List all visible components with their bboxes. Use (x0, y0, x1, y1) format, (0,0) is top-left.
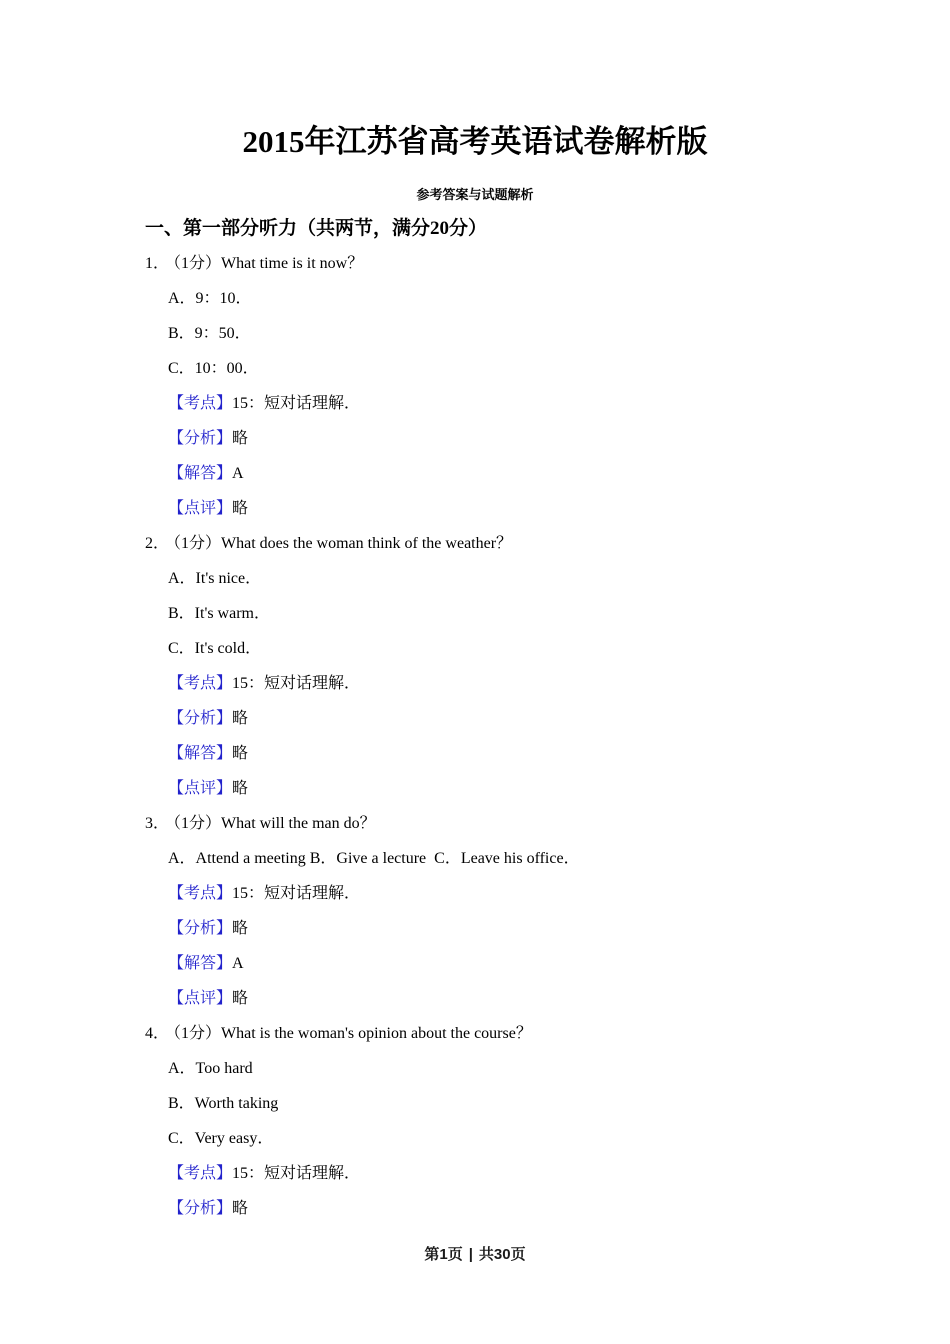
question-4-annotation-kaodian (168, 1156, 950, 1191)
question-2-annotation-jieda (168, 736, 950, 771)
question-1-number: 1． (145, 255, 170, 272)
footer-page-number: 第1页 (424, 1246, 463, 1263)
question-2-annotation-dianping (168, 771, 950, 806)
question-1 (0, 246, 950, 526)
question-2 (0, 526, 950, 806)
annotation-label: 【考点】 (168, 395, 233, 412)
annotation-value: 略 (232, 710, 249, 727)
annotation-value: A (232, 465, 244, 482)
question-2-text: （1分）What does the woman think of the weather？ (173, 535, 513, 552)
annotation-value: 略 (232, 920, 249, 937)
question-4-number: 4． (145, 1025, 170, 1042)
annotation-label: 【解答】 (168, 955, 233, 972)
annotation-value: 15：短对话理解． (232, 885, 361, 902)
page-title: 2015年江苏省高考英语试卷解析版 (242, 124, 708, 159)
question-2-stem (145, 526, 950, 561)
question-3-annotation-kaodian (168, 876, 950, 911)
annotation-value: 15：短对话理解． (232, 395, 361, 412)
footer-separator: | (468, 1246, 473, 1263)
question-3-annotation-dianping (168, 981, 950, 1016)
question-1-text: （1分）What time is it now？ (173, 255, 364, 272)
annotation-value: 略 (232, 1200, 249, 1217)
annotation-value: 略 (232, 990, 249, 1007)
question-3-annotation-fenxi (168, 911, 950, 946)
question-4 (0, 1016, 950, 1226)
page-footer (0, 1245, 950, 1265)
annotation-label: 【分析】 (168, 430, 233, 447)
annotation-label: 【解答】 (168, 465, 233, 482)
question-4-text: （1分）What is the woman's opinion about the course？ (173, 1025, 532, 1042)
annotation-label: 【考点】 (168, 1165, 233, 1182)
question-2-annotation-kaodian (168, 666, 950, 701)
questions-list (0, 246, 950, 1226)
annotation-label: 【分析】 (168, 1200, 233, 1217)
question-3-options-row: A．Attend a meeting B．Give a lecture C．Leave his office． (168, 850, 580, 867)
question-4-annotation-fenxi (168, 1191, 950, 1226)
question-3-number: 3． (145, 815, 170, 832)
annotation-label: 【点评】 (168, 500, 233, 517)
question-3-text: （1分）What will the man do？ (173, 815, 376, 832)
question-1-stem (145, 246, 950, 281)
question-2-annotation-fenxi (168, 701, 950, 736)
question-4-stem (145, 1016, 950, 1051)
annotation-value: 略 (232, 430, 249, 447)
subtitle: 参考答案与试题解析 (416, 187, 534, 202)
annotation-value: 15：短对话理解． (232, 675, 361, 692)
annotation-label: 【考点】 (168, 675, 233, 692)
question-1-annotation-kaodian (168, 386, 950, 421)
question-2-option-b: B．It's warm． (168, 605, 270, 622)
question-2-number: 2． (145, 535, 170, 552)
annotation-label: 【考点】 (168, 885, 233, 902)
question-2-option-c: C．It's cold． (168, 640, 262, 657)
annotation-label: 【点评】 (168, 990, 233, 1007)
question-1-option-b: B．9：50． (168, 325, 251, 342)
question-3-stem (145, 806, 950, 841)
annotation-value: 15：短对话理解． (232, 1165, 361, 1182)
question-1-annotation-jieda (168, 456, 950, 491)
question-4-option-b: B．Worth taking (168, 1095, 279, 1112)
question-3 (0, 806, 950, 1016)
annotation-value: 略 (232, 745, 249, 762)
question-1-option-a: A．9：10． (168, 290, 252, 307)
annotation-label: 【分析】 (168, 920, 233, 937)
question-4-option-a: A．Too hard (168, 1060, 253, 1077)
annotation-value: 略 (232, 780, 249, 797)
question-4-option-c: C．Very easy． (168, 1130, 274, 1147)
footer-total-pages: 共30页 (478, 1246, 526, 1263)
question-1-annotation-fenxi (168, 421, 950, 456)
question-2-option-a: A．It's nice． (168, 570, 262, 587)
question-1-option-c: C．10：00． (168, 360, 259, 377)
annotation-label: 【分析】 (168, 710, 233, 727)
annotation-value: A (232, 955, 244, 972)
question-3-annotation-jieda (168, 946, 950, 981)
annotation-label: 【解答】 (168, 745, 233, 762)
annotation-value: 略 (232, 500, 249, 517)
section-heading: 一、第一部分听力（共两节，满分20分） (145, 218, 488, 239)
question-1-annotation-dianping (168, 491, 950, 526)
annotation-label: 【点评】 (168, 780, 233, 797)
